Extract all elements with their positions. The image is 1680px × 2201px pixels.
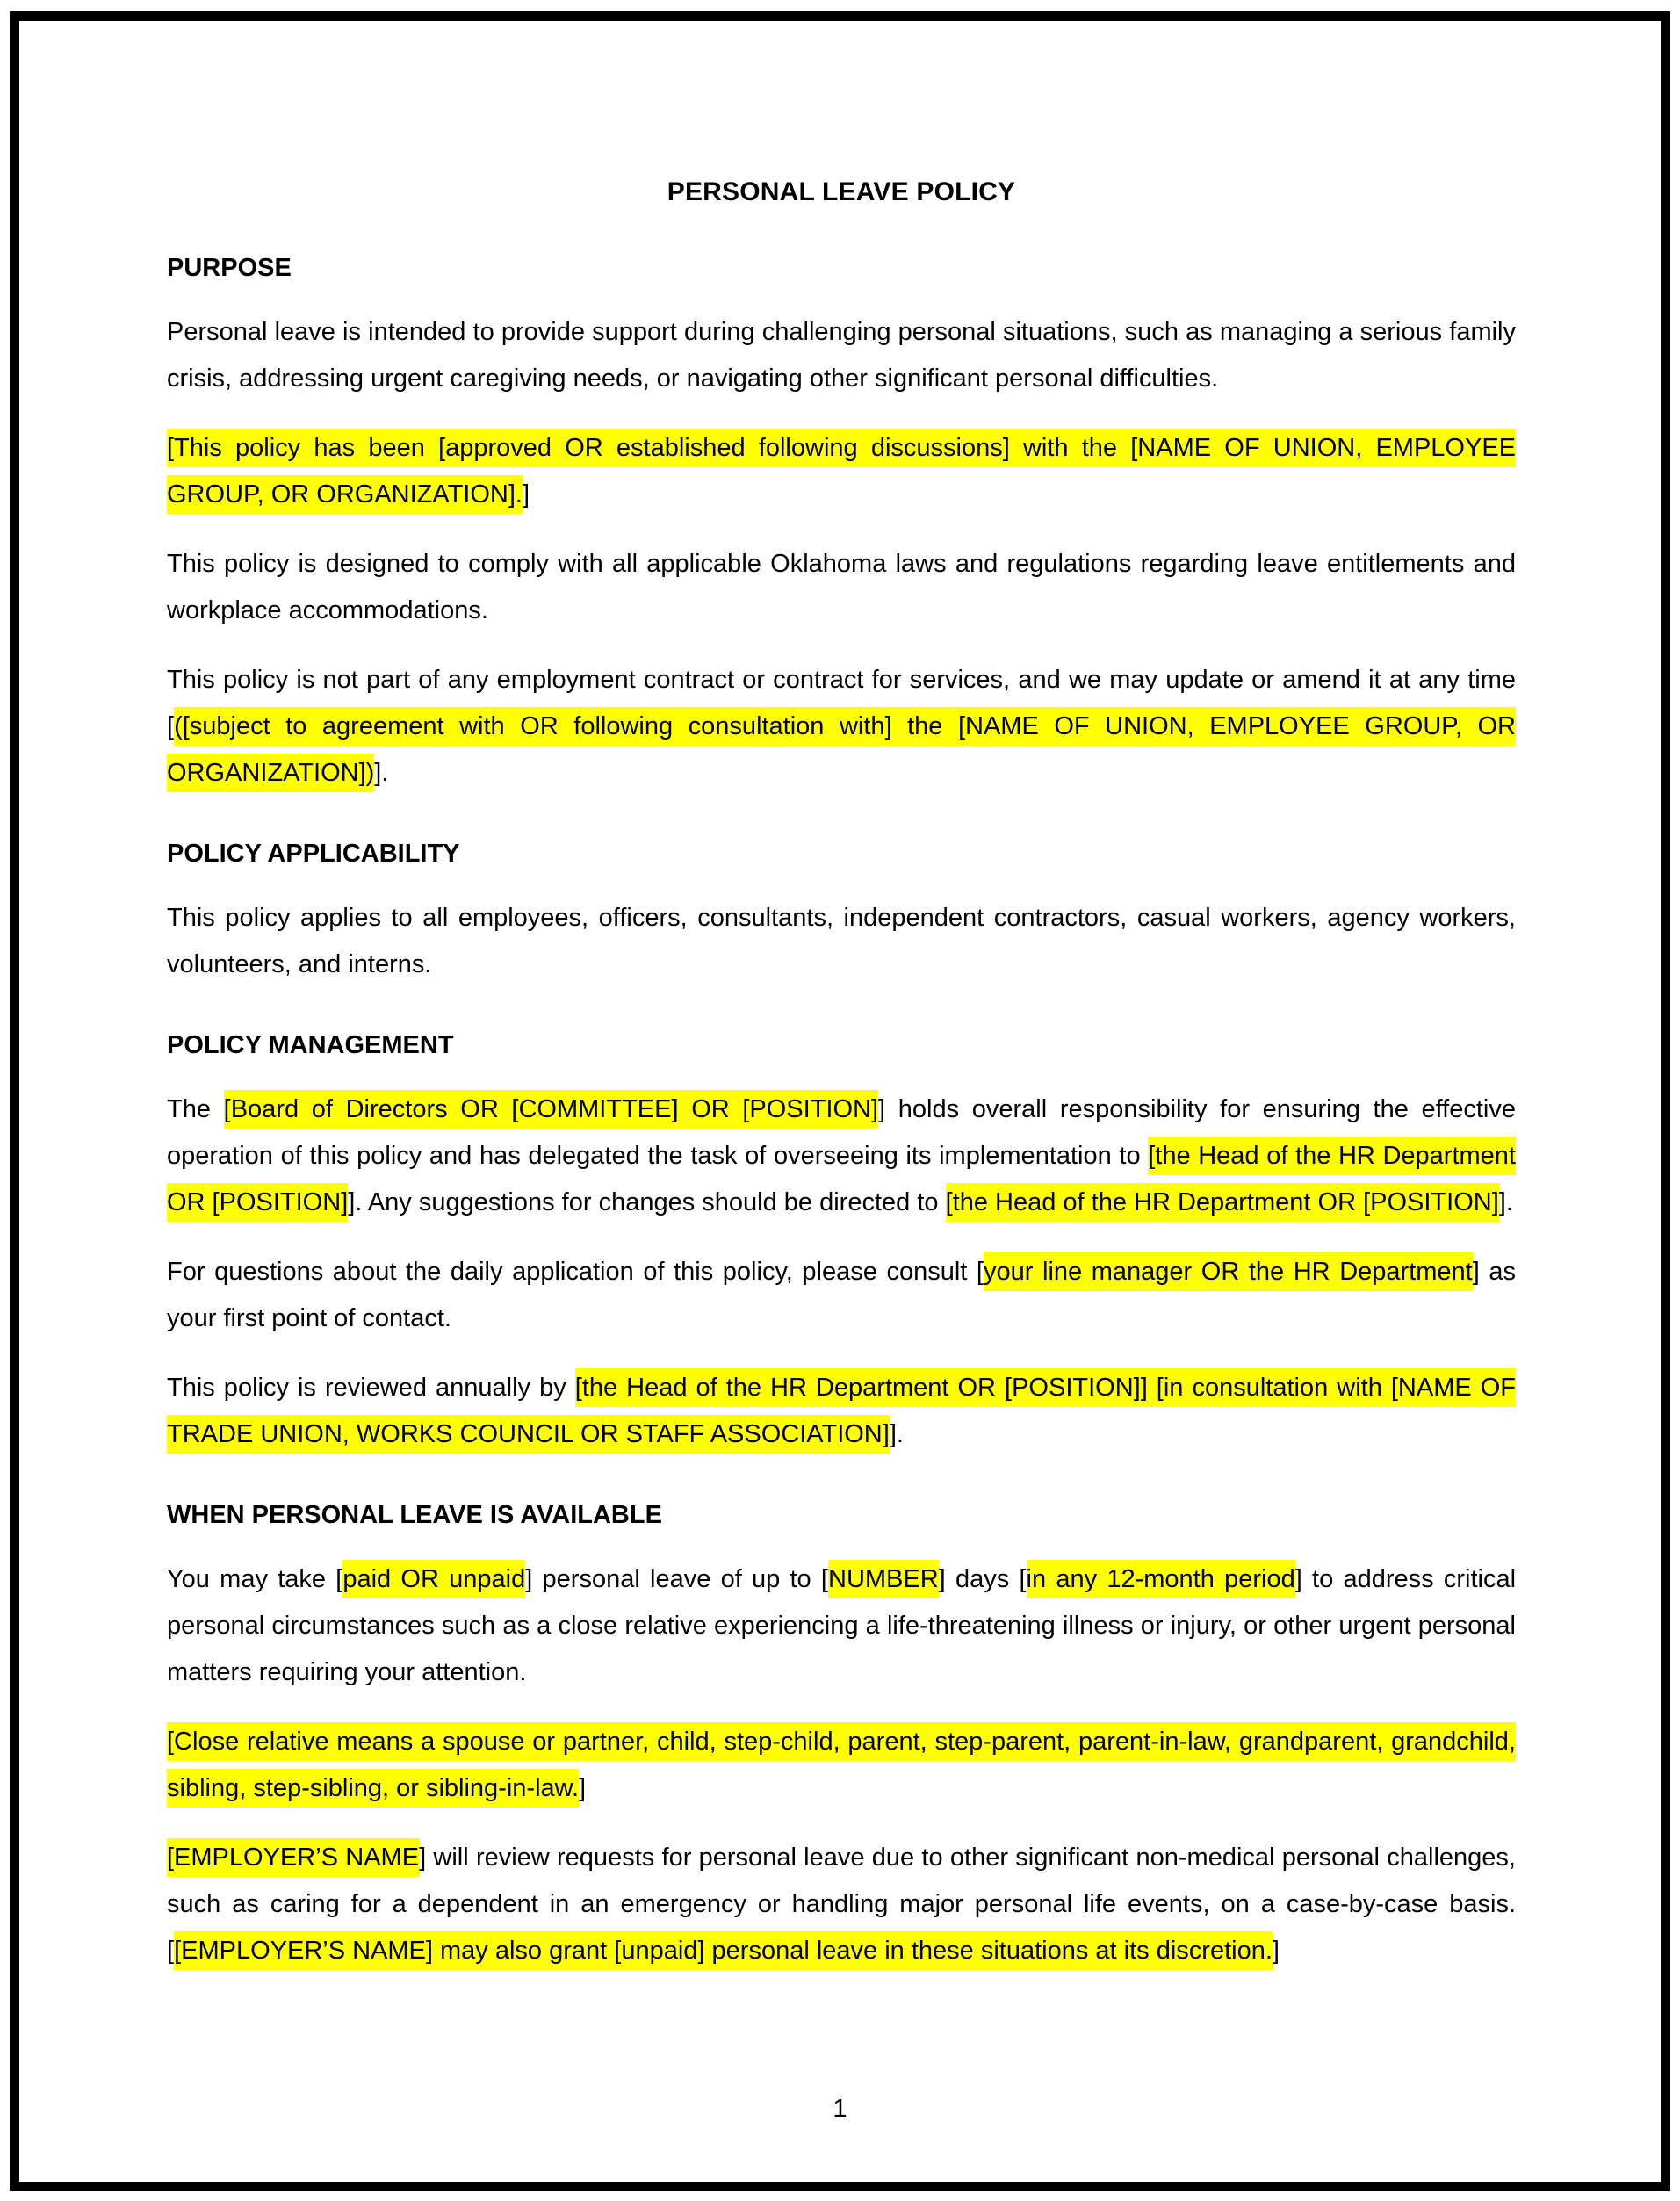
text-run: ] holds overall responsibility for ensuring the effective operation of this policy and has delegated the task of overseeing its implementation to (167, 1095, 1516, 1170)
highlighted-placeholder: ([subject to agreement with OR following consultation with] the [NAME OF UNION, EMPLOYEE GROUP, OR ORGANIZATION]) (167, 707, 1516, 792)
highlighted-placeholder: [Close relative means a spouse or partner, child, step-child, parent, step-parent, parent-in-law, grandparent, grandchild, sibling, step-sibling, or sibling-in-law. (167, 1722, 1516, 1808)
section-heading: PURPOSE (167, 254, 292, 282)
text-run: ]. (374, 759, 389, 787)
highlighted-placeholder: [the Head of the HR Department OR [POSITION] (167, 1137, 1516, 1222)
highlighted-placeholder: [This policy has been [approved OR established following discussions] with the [NAME OF UNION, EMPLOYEE GROUP, OR ORGANIZATION]. (167, 429, 1516, 514)
text-run: This policy is not part of any employment contract or contract for services, and we may update or amend it at any time [ (167, 666, 1516, 740)
text-run: This policy is designed to comply with all applicable Oklahoma laws and regulations regarding leave entitlements and workplace accommodations. (167, 550, 1516, 624)
text-run: ] (579, 1774, 587, 1802)
document-content (167, 174, 1516, 1974)
text-run: For questions about the daily application of this policy, please consult [ (167, 1258, 984, 1286)
highlighted-placeholder: [EMPLOYER’S NAME (167, 1838, 419, 1877)
section-heading: WHEN PERSONAL LEAVE IS AVAILABLE (167, 1501, 662, 1529)
paragraph (167, 1249, 1516, 1342)
highlighted-placeholder: [the Head of the HR Department OR [POSITION]] [in consultation with [NAME OF TRADE UNION, WORKS COUNCIL OR STAFF ASSOCIATION] (167, 1368, 1516, 1454)
paragraph (167, 895, 1516, 988)
text-run: ]. Any suggestions for changes should be directed to (348, 1188, 946, 1216)
paragraph (167, 1365, 1516, 1458)
highlighted-placeholder: [the Head of the HR Department OR [POSITION] (946, 1183, 1499, 1222)
text-run: Personal leave is intended to provide support during challenging personal situations, such as managing a serious family crisis, addressing urgent caregiving needs, or navigating other significant personal difficulties. (167, 318, 1516, 393)
paragraph (167, 1556, 1516, 1696)
text-run: You may take [ (167, 1565, 343, 1593)
page-number: 1 (833, 2095, 847, 2123)
text-run: ] to address critical personal circumstances such as a close relative experiencing a life-threatening illness or injury, or other urgent personal matters requiring your attention. (167, 1565, 1517, 1686)
text-run: ] (522, 480, 530, 509)
paragraph (167, 657, 1516, 797)
paragraph (167, 309, 1516, 402)
text-run: ] will review requests for personal leave due to other significant non-medical personal challenges, such as caring for a dependent in an emergency or handling major personal life events, on a case-by-case basis. [ (167, 1844, 1516, 1965)
highlighted-placeholder: your line manager OR the HR Department (984, 1252, 1473, 1291)
paragraph (167, 541, 1516, 634)
text-run: ] (1272, 1937, 1280, 1965)
text-run: This policy is reviewed annually by (167, 1374, 575, 1402)
text-run: ]. (889, 1420, 904, 1448)
text-run: ]. (1498, 1188, 1513, 1216)
text-run: ] personal leave of up to [ (525, 1565, 828, 1593)
text-run: ] as your first point of contact. (167, 1258, 1517, 1332)
text-run: The (167, 1095, 224, 1123)
paragraph (167, 1835, 1516, 1974)
text-run: ] days [ (938, 1565, 1027, 1593)
document-sections (167, 249, 1516, 1974)
text-run: This policy applies to all employees, officers, consultants, independent contractors, casual workers, agency workers, volunteers, and interns. (167, 904, 1516, 978)
paragraph (167, 1719, 1516, 1812)
highlighted-placeholder: NUMBER (828, 1560, 939, 1598)
paragraph (167, 425, 1516, 518)
highlighted-placeholder: [EMPLOYER’S NAME] may also grant [unpaid] personal leave in these situations at its discretion. (174, 1931, 1273, 1970)
section-heading: POLICY MANAGEMENT (167, 1031, 454, 1059)
paragraph (167, 1086, 1516, 1226)
highlighted-placeholder: paid OR unpaid (342, 1560, 525, 1598)
highlighted-placeholder: [Board of Directors OR [COMMITTEE] OR [POSITION] (224, 1090, 878, 1129)
section-heading: POLICY APPLICABILITY (167, 840, 460, 868)
highlighted-placeholder: in any 12-month period (1027, 1560, 1295, 1598)
document-title: PERSONAL LEAVE POLICY (667, 177, 1016, 206)
